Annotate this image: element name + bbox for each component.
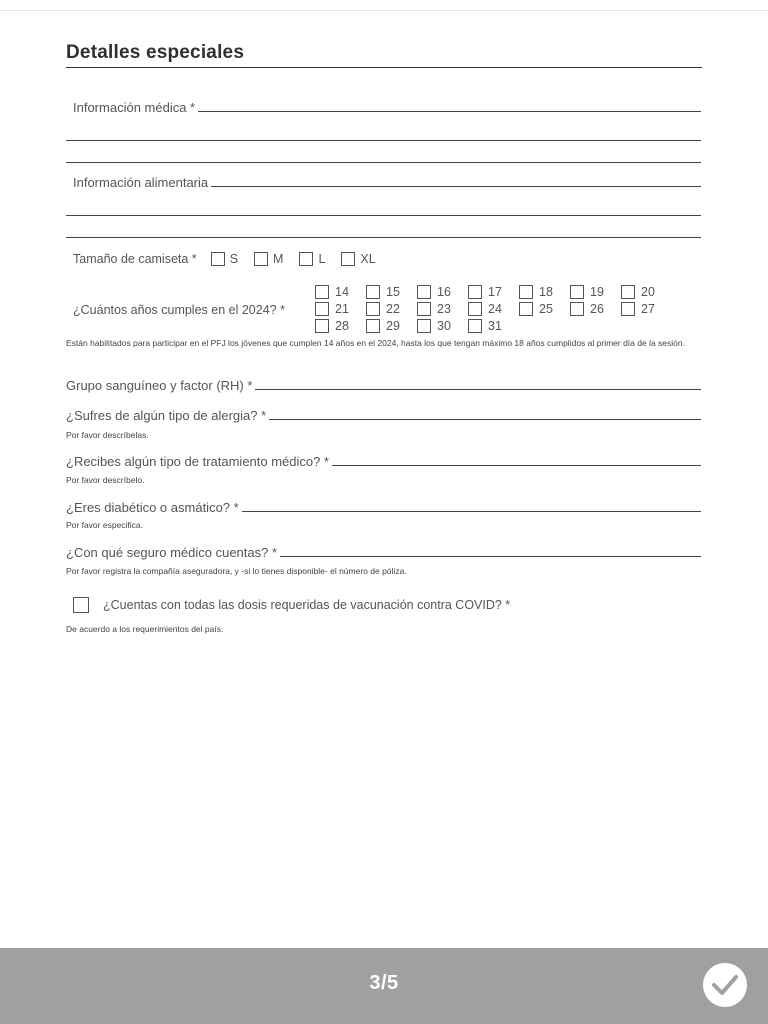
treatment-line[interactable] [332,464,701,466]
blood-type-line[interactable] [255,388,701,390]
tshirt-size-label: Tamaño de camiseta * [73,252,197,266]
age-option-label: 21 [335,302,349,316]
checkbox[interactable] [468,319,482,333]
age-option-22[interactable] [366,302,400,316]
age-option-24[interactable] [468,302,502,316]
diabetic-label: ¿Eres diabético o asmático? * [66,500,239,515]
insurance-field[interactable] [66,545,701,560]
checkbox[interactable] [621,285,635,299]
checkbox[interactable] [211,252,225,266]
checkbox[interactable] [621,302,635,316]
section-title: Detalles especiales [66,42,702,68]
allergy-label: ¿Sufres de algún tipo de alergia? * [66,408,267,423]
age-option-23[interactable] [417,302,451,316]
diabetic-field[interactable] [66,500,701,515]
checkbox[interactable] [366,285,380,299]
age-option-19[interactable] [570,285,604,299]
age-option-28[interactable] [315,319,349,333]
age-option-label: 20 [641,285,655,299]
tshirt-option-m[interactable]: M [254,252,283,266]
food-info-line-2[interactable] [66,215,701,216]
age-option-label: 18 [539,285,553,299]
food-info-label: Información alimentaria [73,175,209,190]
treatment-hint: Por favor descríbelo. [66,475,145,485]
checkbox[interactable] [519,285,533,299]
age-option-label: 26 [590,302,604,316]
age-option-27[interactable] [621,302,655,316]
medical-info-field[interactable] [73,100,701,115]
covid-hint: De acuerdo a los requerimientos del país. [66,624,224,634]
confirm-button[interactable] [703,963,747,1007]
age-option-15[interactable] [366,285,400,299]
diabetic-hint: Por favor especifica. [66,520,144,530]
age-label: ¿Cuántos años cumples en el 2024? * [73,303,285,317]
checkbox[interactable] [341,252,355,266]
medical-info-line-3[interactable] [66,162,701,163]
age-option-31[interactable] [468,319,502,333]
checkbox[interactable] [315,302,329,316]
age-option-label: 28 [335,319,349,333]
covid-checkbox-row[interactable] [73,597,510,613]
medical-info-label: Información médica * [73,100,196,115]
insurance-hint: Por favor registra la compañía aseguradora, y -si lo tienes disponible- el número de póliza. [66,566,407,576]
checkbox[interactable] [417,302,431,316]
blood-type-field[interactable] [66,378,701,393]
checkbox[interactable] [366,302,380,316]
checkbox[interactable] [299,252,313,266]
age-option-16[interactable] [417,285,451,299]
food-info-field[interactable] [73,175,701,190]
covid-label: ¿Cuentas con todas las dosis requeridas de vacunación contra COVID? * [103,598,511,612]
medical-info-line-2[interactable] [66,140,701,141]
checkbox[interactable] [570,302,584,316]
age-option-label: 14 [335,285,349,299]
age-option-29[interactable] [366,319,400,333]
tshirt-option-l[interactable]: L [299,252,325,266]
age-option-26[interactable] [570,302,604,316]
age-option-18[interactable] [519,285,553,299]
checkbox[interactable] [468,302,482,316]
medical-info-line[interactable] [198,110,701,112]
age-option-label: 25 [539,302,553,316]
checkbox[interactable] [570,285,584,299]
tshirt-option-xl[interactable]: XL [341,252,375,266]
age-option-25[interactable] [519,302,553,316]
age-option-label: 19 [590,285,604,299]
age-option-20[interactable] [621,285,655,299]
age-option-label: 24 [488,302,502,316]
diabetic-line[interactable] [242,510,701,512]
page-indicator: 3/5 [369,972,399,994]
age-option-label: 15 [386,285,400,299]
food-info-line-3[interactable] [66,237,701,238]
age-option-label: 16 [437,285,451,299]
age-option-17[interactable] [468,285,502,299]
checkbox[interactable] [366,319,380,333]
age-option-label: 27 [641,302,655,316]
checkbox[interactable] [315,285,329,299]
allergy-hint: Por favor descríbelas. [66,430,149,440]
age-option-label: 22 [386,302,400,316]
age-option-label: 17 [488,285,502,299]
checkbox[interactable] [468,285,482,299]
age-option-label: 23 [437,302,451,316]
allergy-field[interactable] [66,408,701,423]
bottom-bar [0,948,768,1024]
checkbox[interactable] [254,252,268,266]
insurance-label: ¿Con qué seguro médico cuentas? * [66,545,278,560]
age-option-label: 31 [488,319,502,333]
blood-type-label: Grupo sanguíneo y factor (RH) * [66,378,253,393]
age-option-30[interactable] [417,319,451,333]
age-note: Están habilitados para participar en el PFJ los jóvenes que cumplen 14 años en el 2024, hasta los que tengan máximo 18 años cumplidos al primer día de la sesión. [66,338,685,348]
check-icon [711,973,739,997]
checkbox[interactable] [315,319,329,333]
age-option-21[interactable] [315,302,349,316]
allergy-line[interactable] [269,418,701,420]
checkbox[interactable] [417,285,431,299]
age-option-label: 30 [437,319,451,333]
insurance-line[interactable] [280,555,701,557]
treatment-label: ¿Recibes algún tipo de tratamiento médico? * [66,454,330,469]
checkbox[interactable] [417,319,431,333]
tshirt-size-row [73,252,392,266]
age-option-label: 29 [386,319,400,333]
covid-checkbox[interactable] [73,597,89,613]
top-divider [0,10,768,11]
tshirt-option-s[interactable]: S [211,252,238,266]
treatment-field[interactable] [66,454,701,469]
age-option-14[interactable] [315,285,349,299]
food-info-line[interactable] [211,185,701,187]
checkbox[interactable] [519,302,533,316]
